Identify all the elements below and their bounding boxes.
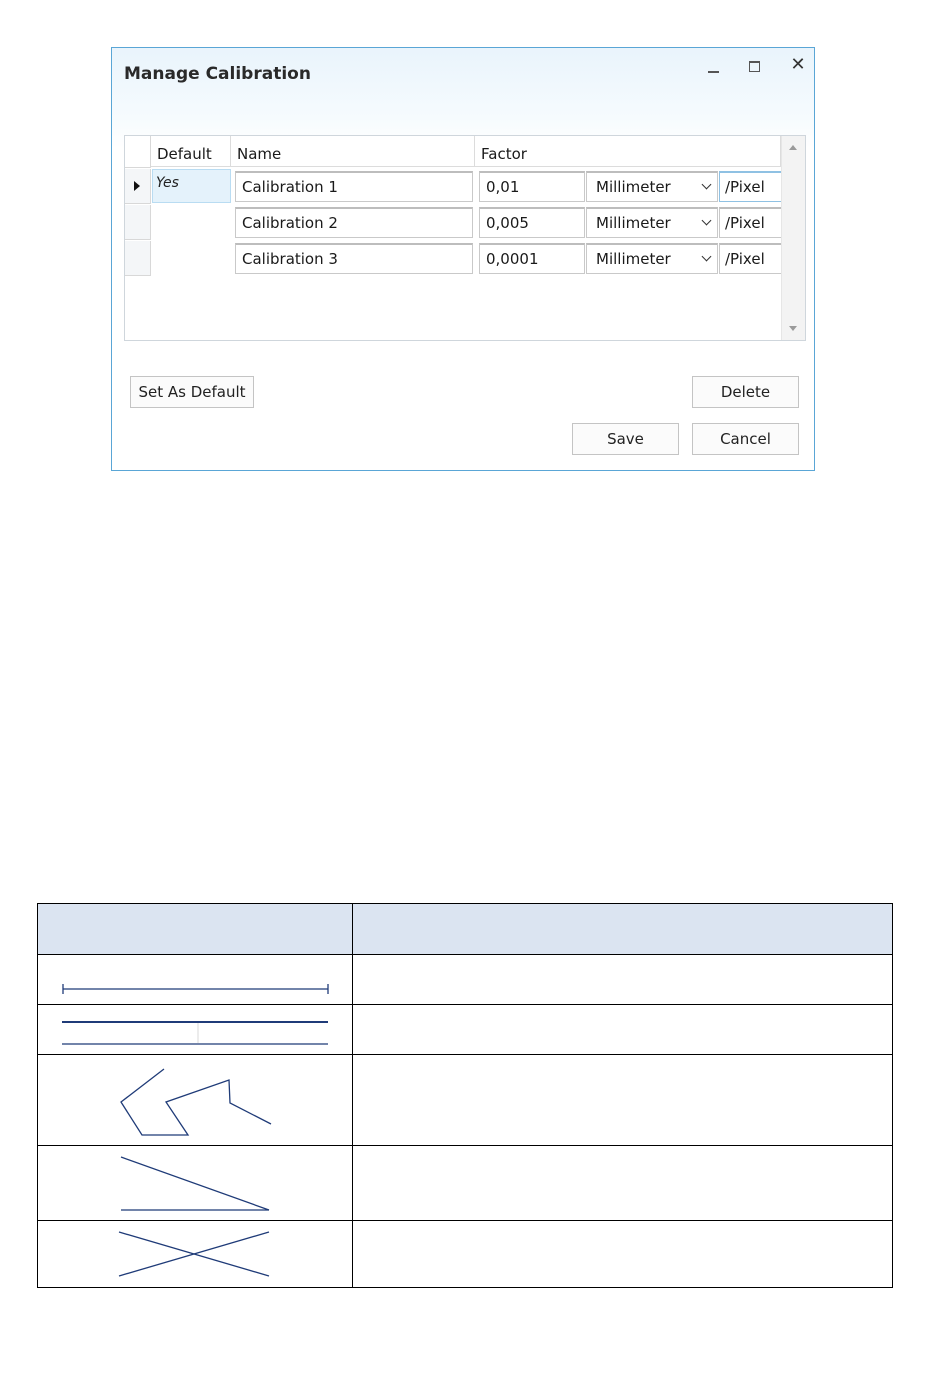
suffix-cell-row-2: /Pixel <box>719 207 782 238</box>
description-cell <box>353 1005 893 1055</box>
chevron-down-icon <box>702 252 712 262</box>
cancel-button[interactable]: Cancel <box>692 423 799 455</box>
chevron-down-icon <box>702 180 712 190</box>
close-icon[interactable]: ✕ <box>790 54 806 75</box>
name-input-row-3[interactable]: Calibration 3 <box>235 243 473 274</box>
name-input-row-2[interactable]: Calibration 2 <box>235 207 473 238</box>
calibration-grid <box>124 135 806 341</box>
set-as-default-button[interactable]: Set As Default <box>130 376 254 408</box>
symbol-cell <box>38 1221 353 1288</box>
factor-input-row-1[interactable]: 0,01 <box>479 171 585 202</box>
unit-select-row-3[interactable] <box>586 243 718 274</box>
default-cell-row-1[interactable]: Yes <box>152 169 231 203</box>
suffix-cell-row-1: /Pixel <box>719 171 782 202</box>
unit-select-value: Millimeter <box>596 250 671 268</box>
description-cell <box>353 1055 893 1146</box>
table-header-cell <box>38 904 353 955</box>
factor-input-row-2[interactable]: 0,005 <box>479 207 585 238</box>
factor-input-row-3[interactable]: 0,0001 <box>479 243 585 274</box>
symbol-cell <box>38 1146 353 1221</box>
row-selector-3[interactable] <box>125 241 151 276</box>
dialog-title: Manage Calibration <box>124 64 311 84</box>
manage-calibration-dialog <box>111 47 815 471</box>
description-cell <box>353 1221 893 1288</box>
unit-select-row-2[interactable] <box>586 207 718 238</box>
suffix-cell-row-3: /Pixel <box>719 243 782 274</box>
symbol-cell <box>38 1055 353 1146</box>
angle-icon <box>38 1147 352 1220</box>
column-header-factor[interactable]: Factor <box>475 136 781 167</box>
symbol-cell <box>38 955 353 1005</box>
symbol-cell <box>38 1005 353 1055</box>
name-input-row-1[interactable]: Calibration 1 <box>235 171 473 202</box>
measurement-tools-table <box>37 903 893 1288</box>
vertical-scrollbar[interactable] <box>781 136 805 340</box>
table-row <box>38 955 893 1005</box>
save-button[interactable]: Save <box>572 423 679 455</box>
column-header-name[interactable]: Name <box>231 136 475 167</box>
description-cell <box>353 1146 893 1221</box>
table-row <box>38 1005 893 1055</box>
row-selector-2[interactable] <box>125 205 151 240</box>
table-row <box>38 1221 893 1288</box>
chevron-down-icon <box>702 216 712 226</box>
delete-button[interactable]: Delete <box>692 376 799 408</box>
table-header-row <box>38 904 893 955</box>
table-row <box>38 1055 893 1146</box>
polyline-icon <box>38 1056 352 1145</box>
table-header-cell <box>353 904 893 955</box>
grid-corner <box>125 136 151 168</box>
maximize-icon[interactable] <box>742 58 768 80</box>
current-row-icon <box>134 181 140 191</box>
unit-select-row-1[interactable] <box>586 171 718 202</box>
description-cell <box>353 955 893 1005</box>
minimize-icon[interactable] <box>700 58 726 80</box>
grid-header <box>151 136 781 168</box>
scroll-up-icon[interactable] <box>789 145 797 150</box>
cross-lines-icon <box>38 1222 352 1287</box>
row-selector-1[interactable] <box>125 169 151 204</box>
unit-select-value: Millimeter <box>596 178 671 196</box>
scroll-down-icon[interactable] <box>789 326 797 331</box>
double-line-icon <box>38 1006 352 1054</box>
column-header-default[interactable]: Default <box>151 136 231 167</box>
table-row <box>38 1146 893 1221</box>
unit-select-value: Millimeter <box>596 214 671 232</box>
line-with-end-caps-icon <box>38 956 352 1004</box>
